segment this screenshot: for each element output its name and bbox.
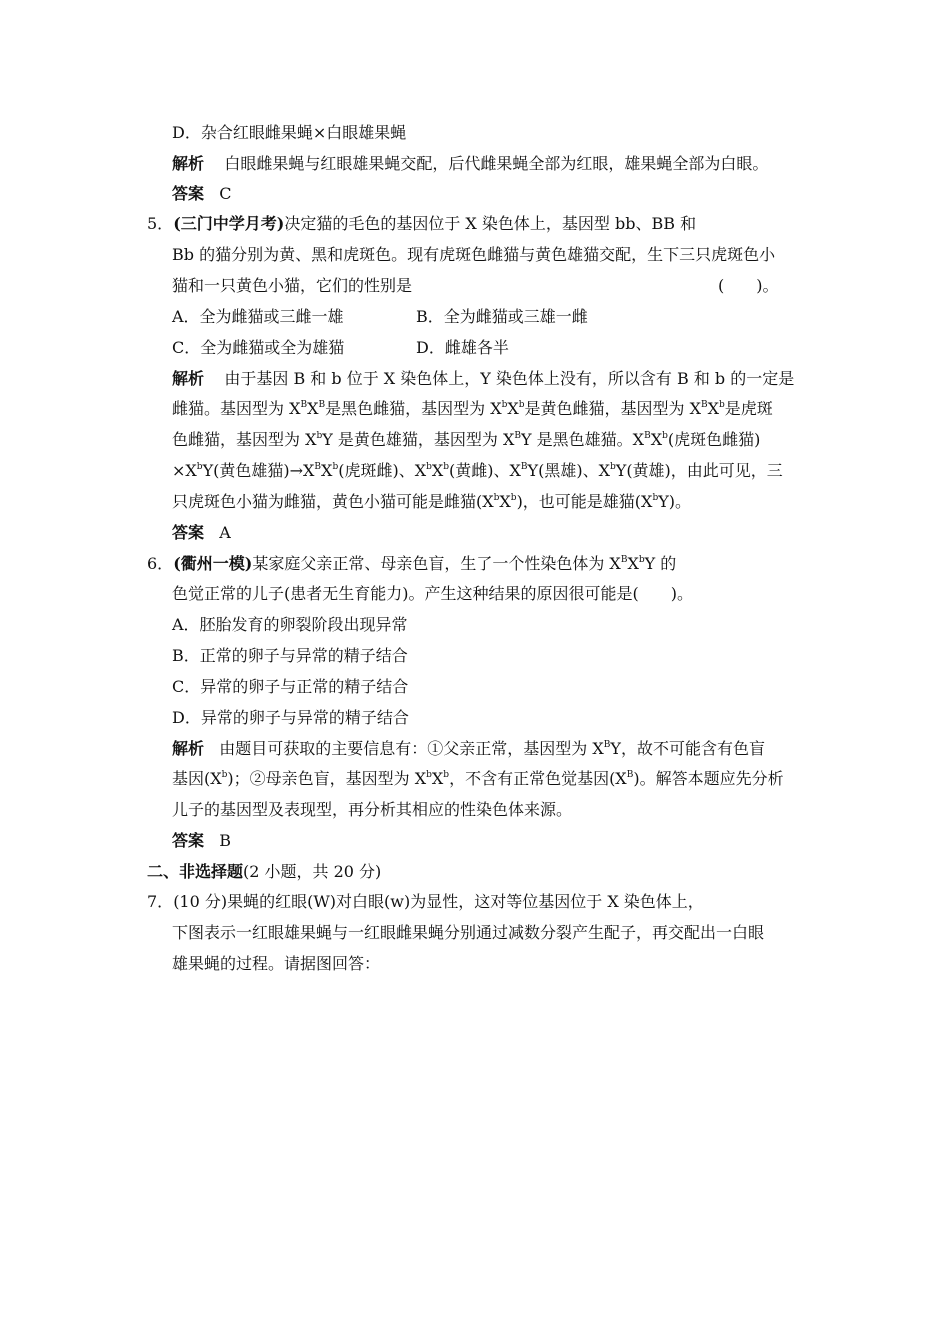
q5-analysis-line5: 只虎斑色小猫为雌猫，黄色小猫可能是雌猫$(X^bX^b)$，也可能是雄猫$(X^bY)$。	[172, 492, 692, 511]
q6-analysis-line3: 儿子的基因型及表现型，再分析其相应的性染色体来源。	[172, 800, 573, 819]
q6-option-b: B．正常的卵子与异常的精子结合	[172, 646, 408, 665]
answer-label: 答案	[172, 831, 205, 850]
q5-stem-line2: Bb 的猫分别为黄、黑和虎斑色。现有虎斑色雌猫与黄色雄猫交配，生下三只虎斑色小	[172, 245, 776, 264]
q5-option-a: A．全为雌猫或三雌一雄	[172, 307, 344, 326]
question-number: 6．	[147, 554, 174, 573]
q5-option-b: B．全为雌猫或三雄一雌	[416, 307, 588, 326]
analysis-label: 解析	[172, 154, 205, 173]
q5-analysis-line4: $\times X^bY$(黄色雄猫)$\to X^BX^b$(虎斑雌)、$X^bX^b$(黄雌)、$X^BY$(黑雄)、$X^bY$(黄雄)，由此可见，三	[172, 461, 783, 480]
q6-option-c: C．异常的卵子与正常的精子结合	[172, 677, 409, 696]
q4-option-d: D．杂合红眼雌果蝇×白眼雄果蝇	[172, 123, 407, 142]
q6-option-d: D．异常的卵子与异常的精子结合	[172, 708, 409, 727]
q5-answer	[172, 522, 231, 544]
q5-analysis-line2: 雌猫。基因型为 $X^BX^B$是黑色雌猫，基因型为 $X^bX^b$是黄色雌猫，基因型为 $X^BX^b$是虎斑	[172, 399, 773, 418]
q5-answer-blank: ( )。	[718, 276, 779, 295]
q6-stem-line2: 色觉正常的儿子(患者无生育能力)。产生这种结果的原因很可能是( )。	[172, 584, 693, 603]
q5-stem-line1	[147, 213, 696, 235]
answer-value: C	[219, 184, 232, 203]
q6-stem-line1: 6．(衢州一模)某家庭父亲正常、母亲色盲，生了一个性染色体为 $X^BX^bY$ 的	[147, 554, 677, 573]
q4-answer	[172, 183, 232, 205]
q6-analysis-line2: 基因$(X^b)$；②母亲色盲，基因型为 $X^bX^b$，不含有正常色觉基因$(X^B)$。解答本题应先分析	[172, 769, 784, 788]
section-detail: (2 小题，共 20 分)	[243, 862, 382, 881]
answer-label: 答案	[172, 523, 205, 542]
section-heading	[147, 861, 381, 883]
q6-option-a: A．胚胎发育的卵裂阶段出现异常	[172, 615, 408, 634]
answer-label: 答案	[172, 184, 205, 203]
q5-stem-line3: 猫和一只黄色小猫，它们的性别是	[172, 276, 413, 295]
analysis-text: 白眼雌果蝇与红眼雄果蝇交配，后代雌果蝇全部为红眼，雄果蝇全部为白眼。	[224, 154, 769, 173]
q5-analysis-line3: 色雌猫，基因型为 $X^bY$ 是黄色雄猫，基因型为 $X^BY$ 是黑色雄猫。$X^BX^b$(虎斑色雌猫)	[172, 430, 761, 449]
answer-value: A	[219, 523, 231, 542]
analysis-label: 解析	[172, 739, 205, 758]
q6-answer	[172, 830, 231, 852]
section-title: 二、非选择题	[147, 862, 244, 881]
answer-value: B	[219, 831, 232, 850]
q5-option-c: C．全为雌猫或全为雄猫	[172, 338, 345, 357]
q7-stem-line2: 下图表示一红眼雄果蝇与一红眼雌果蝇分别通过减数分裂产生配子，再交配出一白眼	[172, 923, 765, 942]
question-number: 7．	[147, 892, 174, 911]
question-number: 5．	[147, 214, 174, 233]
q6-analysis-line1: 解析 由题目可获取的主要信息有：①父亲正常，基因型为 $X^BY$，故不可能含有色盲	[172, 739, 765, 758]
question-source: (三门中学月考)	[173, 214, 285, 233]
q7-stem-line1: 7．(10 分)果蝇的红眼(W)对白眼(w)为显性，这对等位基因位于 X 染色体上，	[147, 892, 704, 911]
question-source: (衢州一模)	[173, 554, 253, 573]
q4-analysis	[172, 153, 768, 175]
analysis-label: 解析	[172, 369, 205, 388]
stem-text: 决定猫的毛色的基因位于 X 染色体上，基因型 bb、BB 和	[284, 214, 697, 233]
q7-stem-line3: 雄果蝇的过程。请据图回答：	[172, 954, 381, 973]
q5-analysis-line1	[172, 368, 794, 390]
q5-option-d: D．雌雄各半	[416, 338, 509, 357]
analysis-text: 由于基因 B 和 b 位于 X 染色体上，Y 染色体上没有，所以含有 B 和 b 的一定是	[224, 369, 795, 388]
